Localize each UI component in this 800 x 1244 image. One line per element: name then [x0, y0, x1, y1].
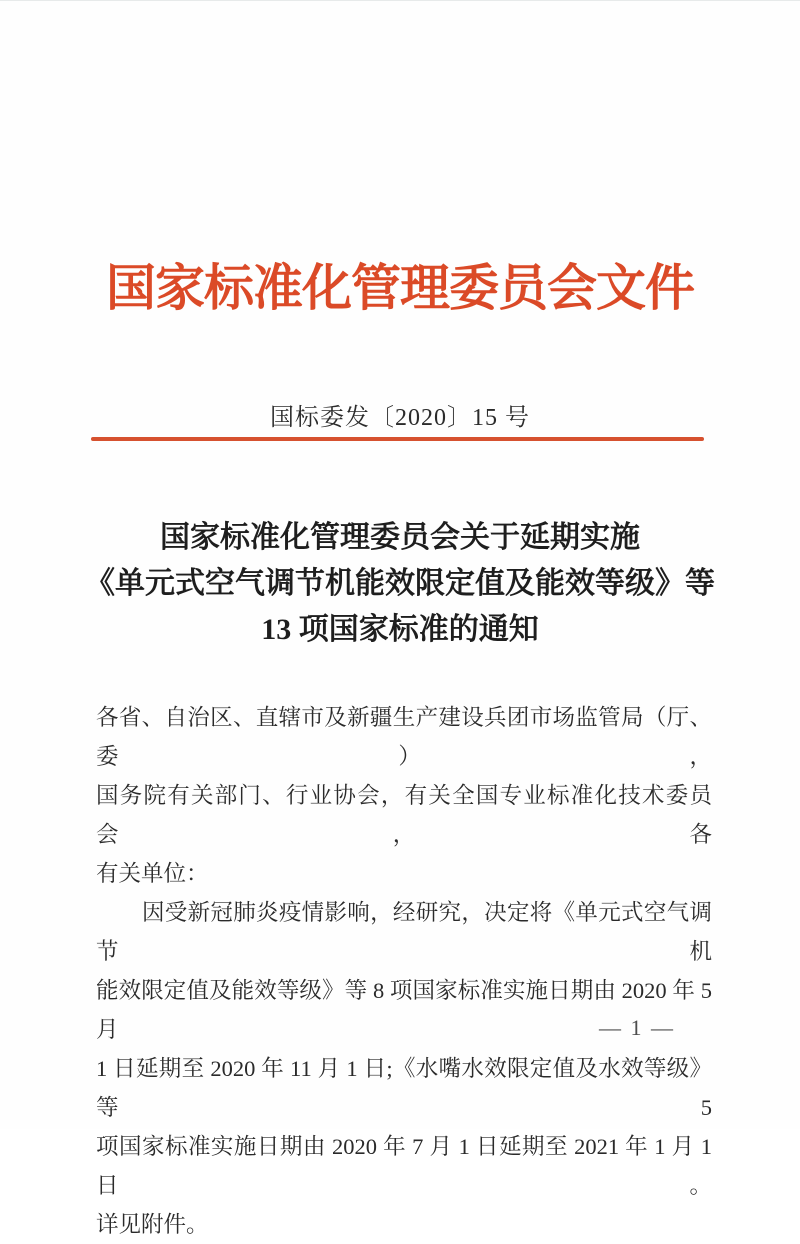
notice-title [40, 515, 760, 653]
body-line: 1 日延期至 2020 年 11 月 1 日;《水嘴水效限定值及水效等级》等 5 [96, 1056, 712, 1120]
notice-title-line-3: 13 项国家标准的通知 [261, 613, 539, 646]
body-line: 项国家标准实施日期由 2020 年 7 月 1 日延期至 2021 年 1 月 1 日。 [96, 1134, 712, 1198]
body-line: 能效限定值及能效等级》等 8 项国家标准实施日期由 2020 年 5 月 [96, 978, 712, 1042]
body-line: 有关单位： [96, 861, 209, 886]
letterhead-title: 国家标准化管理委员会文件 [106, 260, 694, 316]
notice-body [96, 698, 712, 1244]
red-divider-rule [91, 437, 704, 441]
body-line: 国务院有关部门、行业协会，有关全国专业标准化技术委员会，各 [96, 783, 712, 847]
document-number: 国标委发〔2020〕15 号 [270, 405, 530, 431]
body-line: 各省、自治区、直辖市及新疆生产建设兵团市场监管局（厅、委）， [96, 705, 712, 769]
notice-title-line-1: 国家标准化管理委员会关于延期实施 [160, 521, 640, 554]
page-number: — 1 — [599, 1015, 675, 1040]
body-line: 因受新冠肺炎疫情影响，经研究，决定将《单元式空气调节机 [96, 900, 712, 964]
notice-title-line-2: 《单元式空气调节机能效限定值及能效等级》等 [85, 567, 715, 600]
body-line: 详见附件。 [96, 1212, 209, 1237]
